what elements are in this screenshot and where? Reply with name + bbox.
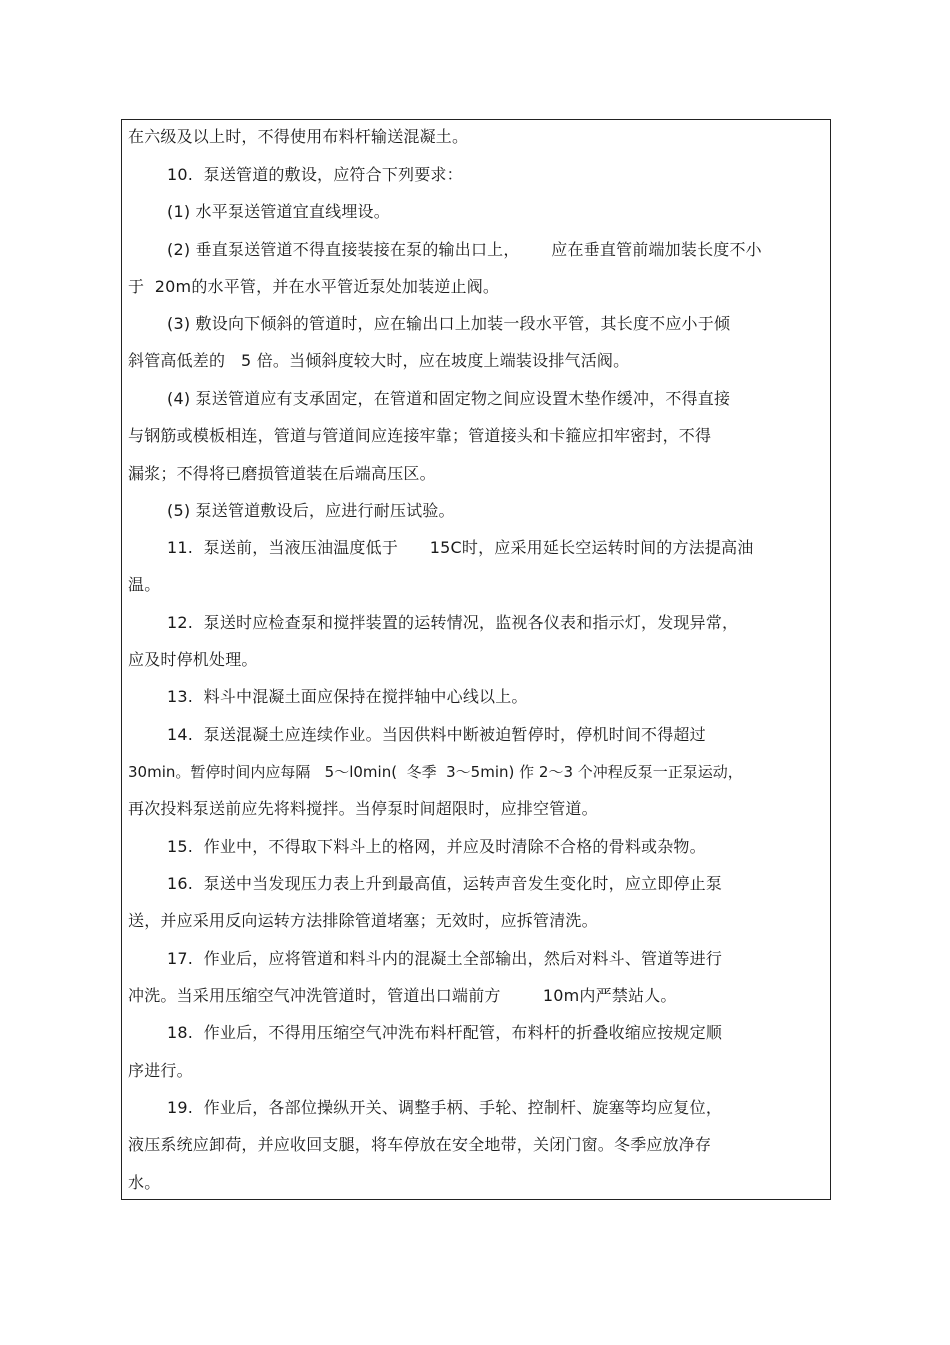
- text-line: (5) 泵送管道敷设后，应进行耐压试验。: [167, 501, 455, 520]
- text-line: (3) 敷设向下倾斜的管道时，应在输出口上加装一段水平管，其长度不应小于倾: [167, 314, 731, 333]
- text-line: 液压系统应卸荷，并应收回支腿，将车停放在安全地带，关闭门窗。冬季应放净存: [128, 1135, 712, 1154]
- text-line: 12. 泵送时应检查泵和搅拌装置的运转情况，监视各仪表和指示灯，发现异常，: [167, 613, 739, 632]
- text-line: (2) 垂直泵送管道不得直接装接在泵的输出口上， 应在垂直管前端加装长度不小: [167, 240, 762, 259]
- text-line: 19. 作业后，各部位操纵开关、调整手柄、手轮、控制杆、旋塞等均应复位，: [167, 1098, 723, 1117]
- text-line: 14. 泵送混凝土应连续作业。当因供料中断被迫暂停时，停机时间不得超过: [167, 725, 706, 744]
- text-line: 漏浆；不得将已磨损管道装在后端高压区。: [128, 464, 436, 483]
- text-line: 水。: [128, 1173, 161, 1192]
- text-line: 应及时停机处理。: [128, 650, 258, 669]
- text-line: 冲洗。当采用压缩空气冲洗管道时，管道出口端前方 10m内严禁站人。: [128, 986, 677, 1005]
- text-line: 16. 泵送中当发现压力表上升到最高值，运转声音发生变化时，应立即停止泵: [167, 874, 723, 893]
- text-line: 与钢筋或模板相连，管道与管道间应连接牢靠；管道接头和卡箍应扣牢密封，不得: [128, 426, 712, 445]
- text-line: 序进行。: [128, 1061, 193, 1080]
- text-line: 于 20m的水平管，并在水平管近泵处加装逆止阀。: [128, 277, 500, 296]
- text-line: (1) 水平泵送管道宜直线埋设。: [167, 202, 390, 221]
- text-line: (4) 泵送管道应有支承固定，在管道和固定物之间应设置木垫作缓冲，不得直接: [167, 389, 731, 408]
- text-line: 13. 料斗中混凝土面应保持在搅拌轴中心线以上。: [167, 687, 528, 706]
- text-line: 15. 作业中，不得取下料斗上的格网，并应及时清除不合格的骨料或杂物。: [167, 837, 706, 856]
- text-line: 17. 作业后，应将管道和料斗内的混凝土全部输出，然后对料斗、管道等进行: [167, 949, 723, 968]
- text-line: 18. 作业后，不得用压缩空气冲洗布料杆配管，布料杆的折叠收缩应按规定顺: [167, 1023, 723, 1042]
- text-line: 再次投料泵送前应先将料搅拌。当停泵时间超限时，应排空管道。: [128, 799, 598, 818]
- document-frame: [121, 119, 831, 1200]
- text-line: 30min。暂停时间内应每隔 5～l0min( 冬季 3～5min) 作 2～3 个冲程反泵一正泵运动，: [128, 763, 743, 781]
- text-line: 11. 泵送前，当液压油温度低于 15C时，应采用延长空运转时间的方法提高油: [167, 538, 754, 557]
- text-line: 送，并应采用反向运转方法排除管道堵塞；无效时，应拆管清洗。: [128, 911, 598, 930]
- text-line: 在六级及以上时，不得使用布料杆输送混凝土。: [128, 127, 469, 146]
- text-line: 斜管高低差的 5 倍。当倾斜度较大时，应在坡度上端装设排气活阀。: [128, 351, 630, 370]
- text-line: 温。: [128, 575, 161, 594]
- text-line: 10. 泵送管道的敷设，应符合下列要求：: [167, 165, 463, 184]
